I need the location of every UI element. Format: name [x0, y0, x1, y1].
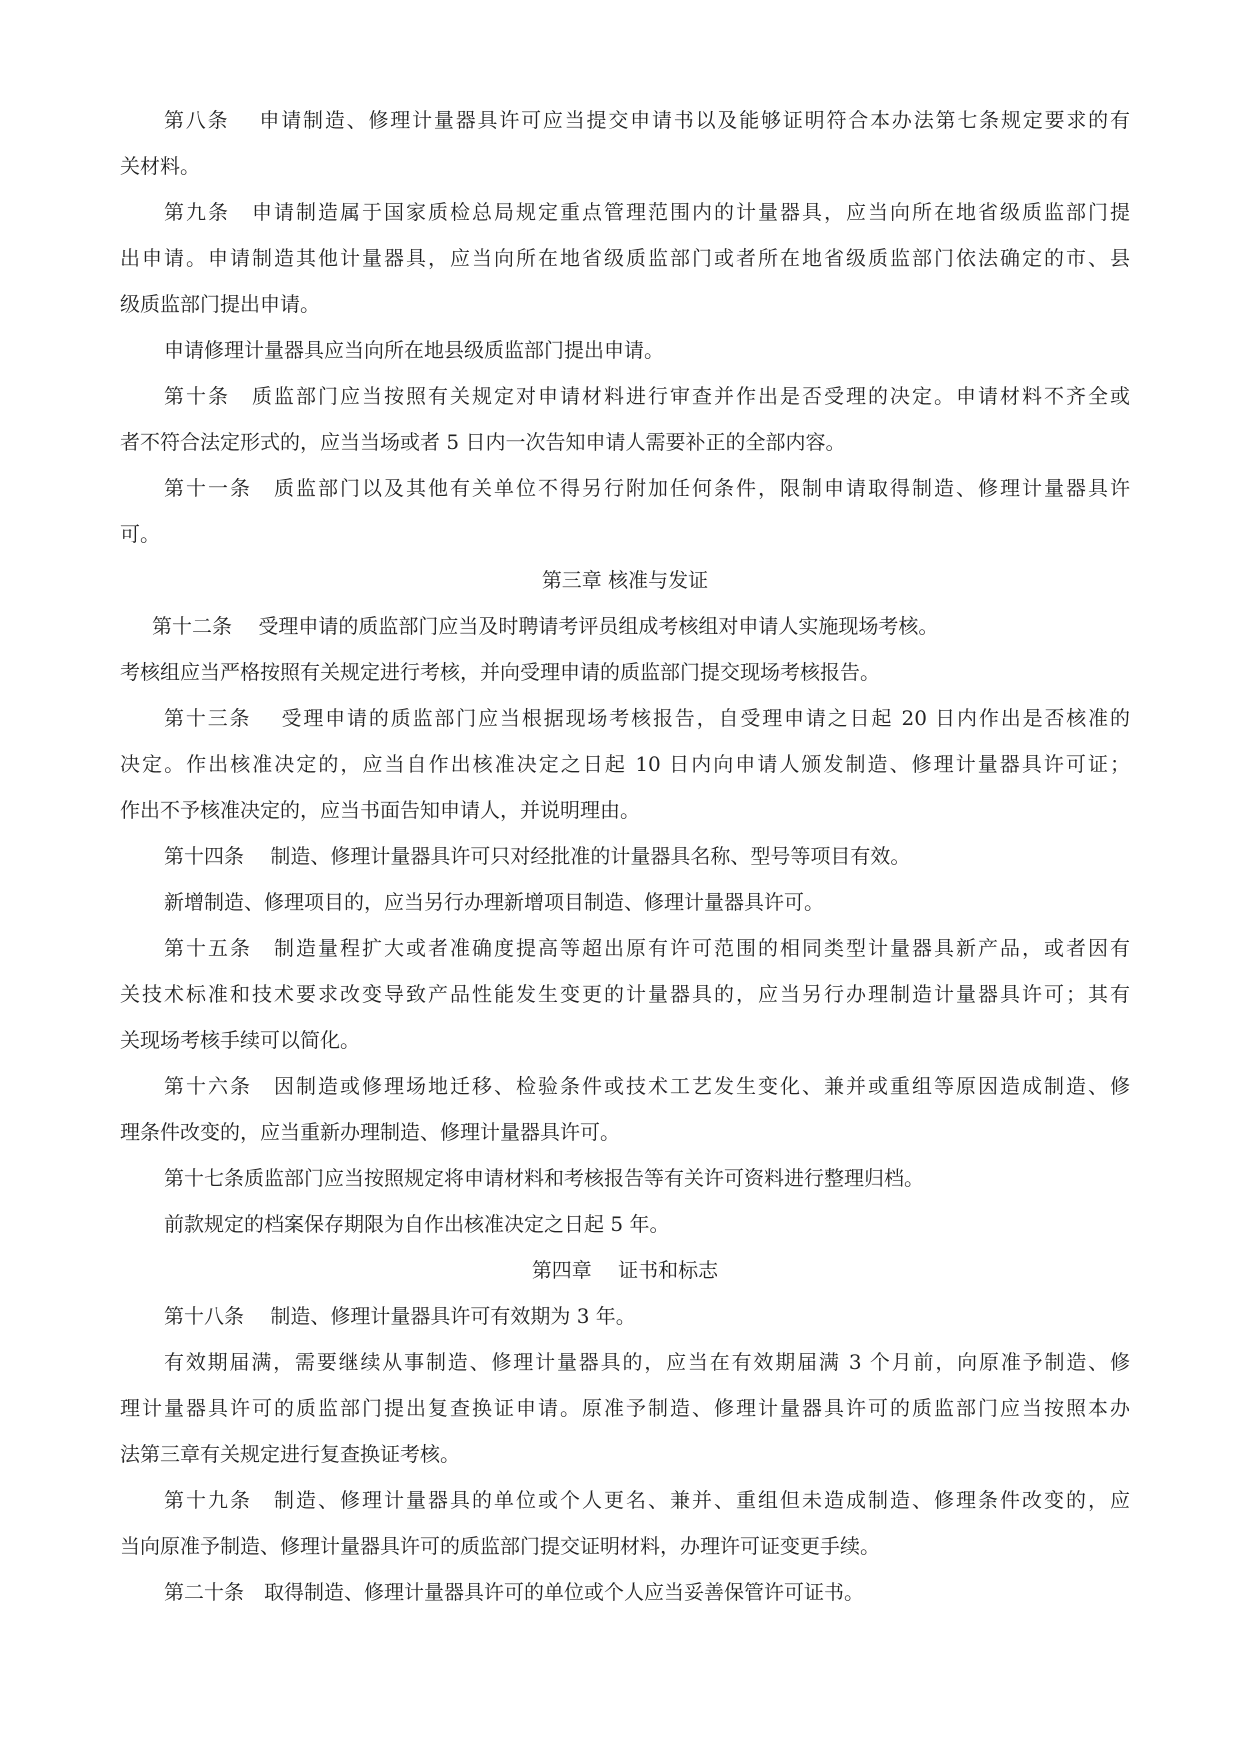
article-11-line-1: 第十一条 质监部门以及其他有关单位不得另行附加任何条件，限制申请取得制造、修理计量器具许	[164, 476, 1130, 500]
article-11-line-2: 可。	[120, 522, 160, 546]
chapter-3-heading: 第三章 核准与发证	[541, 568, 709, 592]
article-15-line-3: 关现场考核手续可以简化。	[120, 1028, 360, 1052]
article-19-line-2: 当向原准予制造、修理计量器具许可的质监部门提交证明材料，办理许可证变更手续。	[120, 1534, 880, 1558]
article-15-line-1: 第十五条 制造量程扩大或者准确度提高等超出原有许可范围的相同类型计量器具新产品，或者因有	[164, 936, 1130, 960]
article-10-line-1: 第十条 质监部门应当按照有关规定对申请材料进行审查并作出是否受理的决定。申请材料不齐全或	[164, 384, 1130, 408]
article-18-para-2-line-2: 理计量器具许可的质监部门提出复查换证申请。原准予制造、修理计量器具许可的质监部门应当按照本办	[120, 1396, 1130, 1420]
article-9-line-3: 级质监部门提出申请。	[120, 292, 320, 316]
article-14-line-1: 第十四条 制造、修理计量器具许可只对经批准的计量器具名称、型号等项目有效。	[164, 844, 911, 868]
article-9-line-1: 第九条 申请制造属于国家质检总局规定重点管理范围内的计量器具，应当向所在地省级质监部门提	[164, 200, 1130, 224]
article-8-line-1: 第八条 申请制造、修理计量器具许可应当提交申请书以及能够证明符合本办法第七条规定要求的有	[164, 108, 1130, 132]
article-17-line-1: 第十七条质监部门应当按照规定将申请材料和考核报告等有关许可资料进行整理归档。	[164, 1166, 924, 1190]
article-13-line-1: 第十三条 受理申请的质监部门应当根据现场考核报告，自受理申请之日起 20 日内作出是否核准的	[164, 706, 1130, 730]
article-18-para-2-line-1: 有效期届满，需要继续从事制造、修理计量器具的，应当在有效期届满 3 个月前，向原准予制造、修	[164, 1350, 1130, 1374]
article-16-line-1: 第十六条 因制造或修理场地迁移、检验条件或技术工艺发生变化、兼并或重组等原因造成制造、修	[164, 1074, 1130, 1098]
article-17-para-2: 前款规定的档案保存期限为自作出核准决定之日起 5 年。	[164, 1212, 670, 1236]
article-20-line-1: 第二十条 取得制造、修理计量器具许可的单位或个人应当妥善保管许可证书。	[164, 1580, 864, 1604]
article-15-line-2: 关技术标准和技术要求改变导致产品性能发生变更的计量器具的，应当另行办理制造计量器具许可；其有	[120, 982, 1130, 1006]
article-9-line-2: 出申请。申请制造其他计量器具，应当向所在地省级质监部门或者所在地省级质监部门依法确定的市、县	[120, 246, 1130, 270]
article-8-line-2: 关材料。	[120, 154, 200, 178]
article-16-line-2: 理条件改变的，应当重新办理制造、修理计量器具许可。	[120, 1120, 620, 1144]
chapter-4-heading: 第四章 证书和标志	[531, 1258, 719, 1282]
article-12-line-1: 第十二条 受理申请的质监部门应当及时聘请考评员组成考核组对申请人实施现场考核。	[152, 614, 939, 638]
article-18-line-1: 第十八条 制造、修理计量器具许可有效期为 3 年。	[164, 1304, 636, 1328]
article-14-para-2: 新增制造、修理项目的，应当另行办理新增项目制造、修理计量器具许可。	[164, 890, 824, 914]
article-18-para-2-line-3: 法第三章有关规定进行复查换证考核。	[120, 1442, 460, 1466]
article-13-line-3: 作出不予核准决定的，应当书面告知申请人，并说明理由。	[120, 798, 640, 822]
article-13-line-2: 决定。作出核准决定的，应当自作出核准决定之日起 10 日内向申请人颁发制造、修理计量器具许可证；	[120, 752, 1130, 776]
article-19-line-1: 第十九条 制造、修理计量器具的单位或个人更名、兼并、重组但未造成制造、修理条件改变的，应	[164, 1488, 1130, 1512]
article-10-line-2: 者不符合法定形式的，应当当场或者 5 日内一次告知申请人需要补正的全部内容。	[120, 430, 846, 454]
article-12-line-2: 考核组应当严格按照有关规定进行考核，并向受理申请的质监部门提交现场考核报告。	[120, 660, 880, 684]
article-9-para-2: 申请修理计量器具应当向所在地县级质监部门提出申请。	[164, 338, 664, 362]
